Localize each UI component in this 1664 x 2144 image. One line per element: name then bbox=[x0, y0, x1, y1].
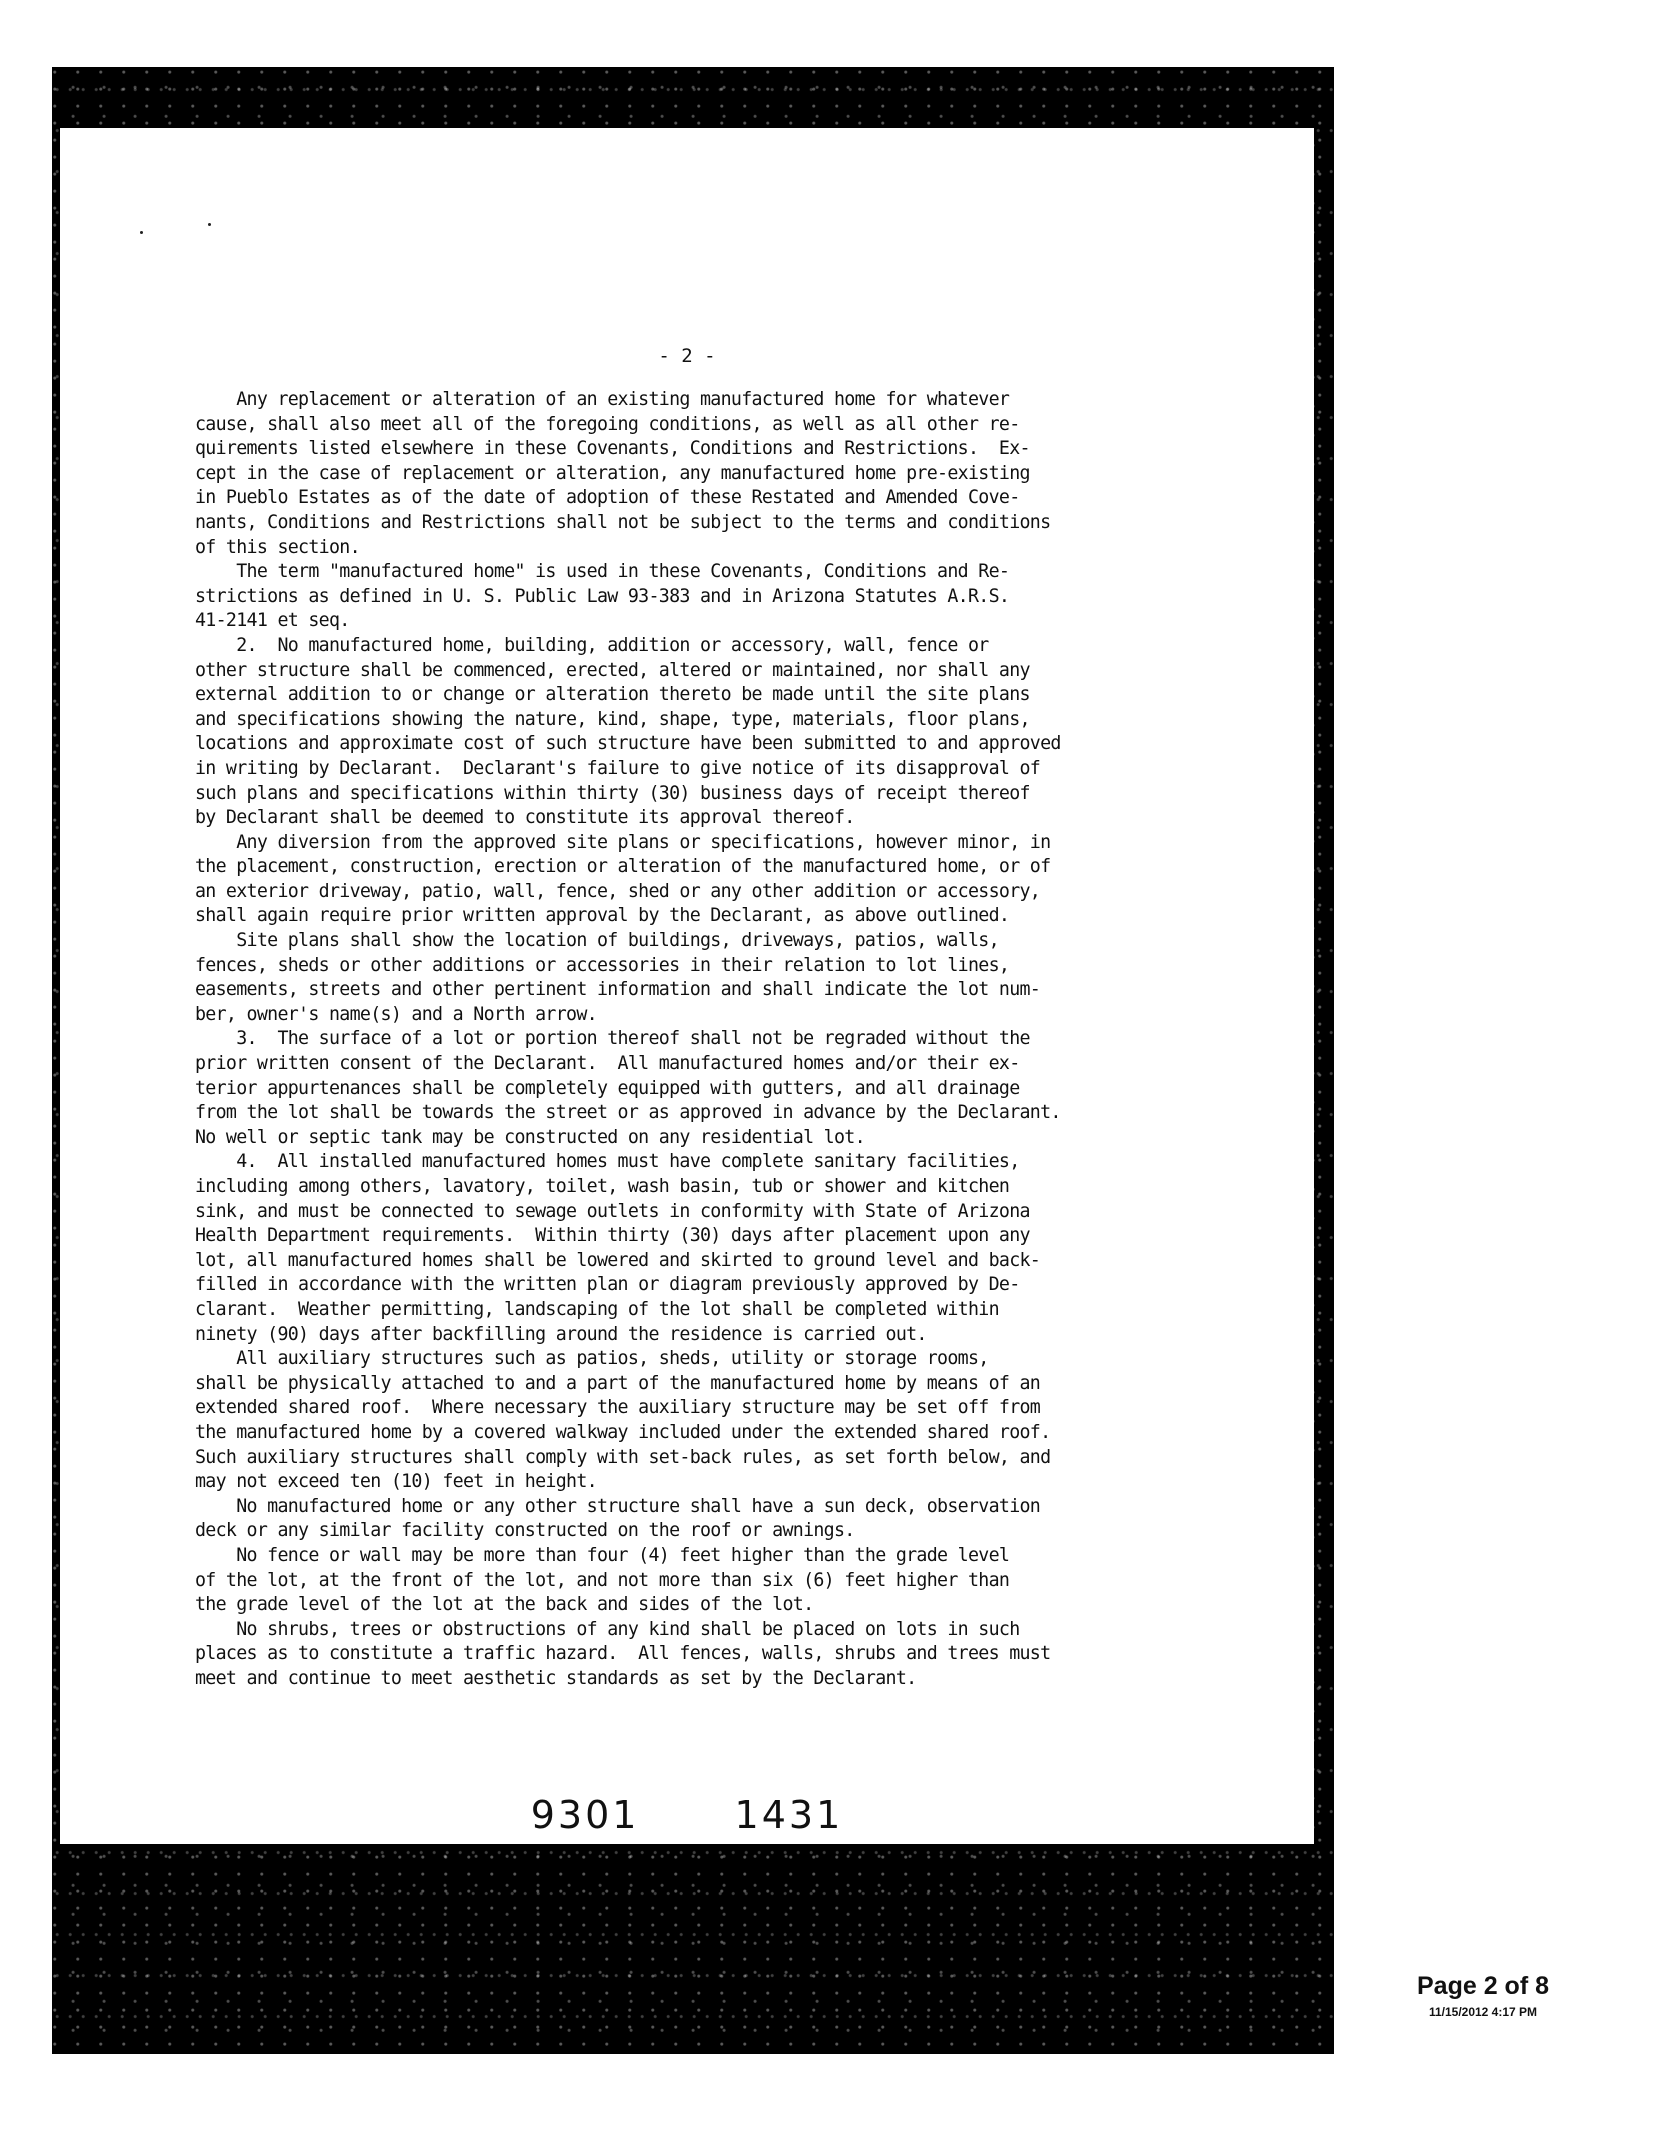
page-indicator bbox=[1398, 1972, 1568, 2019]
recording-book: 9301 bbox=[530, 1793, 640, 1837]
document-body-text: Any replacement or alteration of an existing manufactured home for whatever cause, shall also meet all of the foregoing conditions, as well as all other re- quirements listed elsewhere in these Covenants, Conditions and Restrictions. Ex- cept in the case of replacement or alteration, any manufactured home pre-existing in Pueblo Estates as of the date of adoption of these Restated and Amended Cove- nants, Conditions and Restrictions shall not be subject to the terms and conditions of this section. The term "manufactured home" is used in these Covenants, Conditions and Re- strictions as defined in U. S. Public Law 93-383 and in Arizona Statutes A.R.S. 41-2141 et seq. 2. No manufactured home, building, addition or accessory, wall, fence or other structure shall be commenced, erected, altered or maintained, nor shall any external addition to or change or alteration thereto be made until the site plans and specifications showing the nature, kind, shape, type, materials, floor plans, locations and approximate cost of such structure have been submitted to and approved in writing by Declarant. Declarant's failure to give notice of its disapproval of such plans and specifications within thirty (30) business days of receipt thereof by Declarant shall be deemed to constitute its approval thereof. Any diversion from the approved site plans or specifications, however minor, in the placement, construction, erection or alteration of the manufactured home, or of an exterior driveway, patio, wall, fence, shed or any other addition or accessory, shall again require prior written approval by the Declarant, as above outlined. Site plans shall show the location of buildings, driveways, patios, walls, fences, sheds or other additions or accessories in their relation to lot lines, easements, streets and other pertinent information and shall indicate the lot num- ber, owner's name(s) and a North arrow. 3. The surface of a lot or portion thereof shall not be regraded without the prior written consent of the Declarant. All manufactured homes and/or their ex- terior appurtenances shall be completely equipped with gutters, and all drainage from the lot shall be towards the street or as approved in advance by the Declarant. No well or septic tank may be constructed on any residential lot. 4. All installed manufactured homes must have complete sanitary facilities, including among others, lavatory, toilet, wash basin, tub or shower and kitchen sink, and must be connected to sewage outlets in conformity with State of Arizona Health Department requirements. Within thirty (30) days after placement upon any lot, all manufactured homes shall be lowered and skirted to ground level and back- filled in accordance with the written plan or diagram previously approved by De- clarant. Weather permitting, landscaping of the lot shall be completed within ninety (90) days after backfilling around the residence is carried out. All auxiliary structures such as patios, sheds, utility or storage rooms, shall be physically attached to and a part of the manufactured home by means of an extended shared roof. Where necessary the auxiliary structure may be set off from the manufactured home by a covered walkway included under the extended shared roof. Such auxiliary structures shall comply with set-back rules, as set forth below, and may not exceed ten (10) feet in height. No manufactured home or any other structure shall have a sun deck, observation deck or any similar facility constructed on the roof or awnings. No fence or wall may be more than four (4) feet higher than the grade level of the lot, at the front of the lot, and not more than six (6) feet higher than the grade level of the lot at the back and sides of the lot. No shrubs, trees or obstructions of any kind shall be placed on lots in such places as to constitute a traffic hazard. All fences, walls, shrubs and trees must meet and continue to meet aesthetic standards as set by the Declarant. bbox=[195, 389, 1061, 1689]
recording-page: 1431 bbox=[734, 1793, 844, 1837]
page-number-header: - 2 - bbox=[658, 345, 716, 367]
scan-speck bbox=[208, 223, 211, 226]
document-page bbox=[60, 128, 1314, 1844]
recording-numbers bbox=[60, 1793, 1314, 1837]
print-timestamp: 11/15/2012 4:17 PM bbox=[1428, 2005, 1538, 2019]
page-count-label: Page 2 of 8 bbox=[1417, 1972, 1549, 2000]
scan-speck bbox=[140, 231, 143, 234]
